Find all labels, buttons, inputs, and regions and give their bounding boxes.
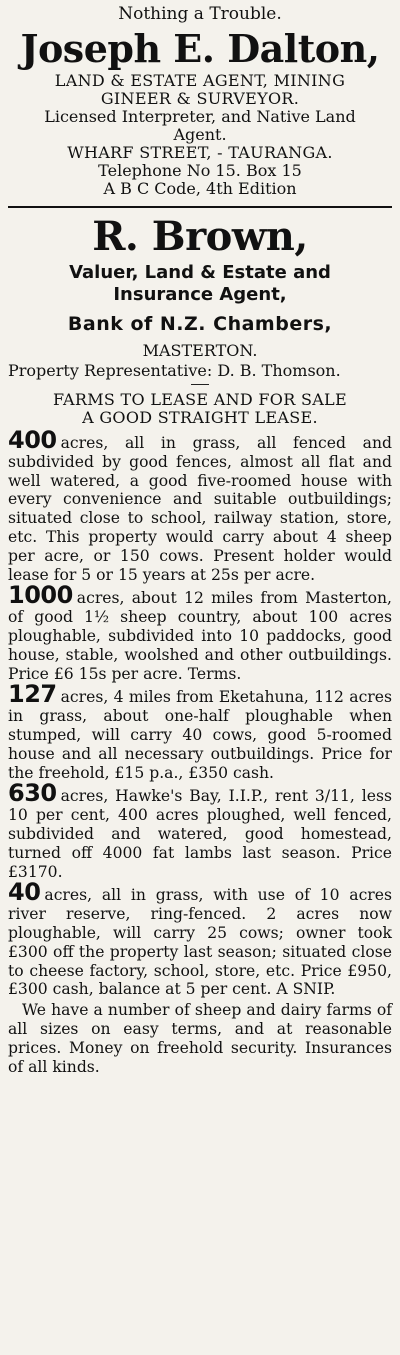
small-dash xyxy=(191,384,209,385)
brown-advert xyxy=(8,214,392,1076)
dalton-line-6: Telephone No 15. Box 15 xyxy=(98,161,302,180)
brown-role-2: Insurance Agent, xyxy=(113,284,287,305)
listing-acres: 400 xyxy=(8,426,57,454)
listing-text: acres, all in grass, with use of 10 acres river reserve, ring-fenced. 2 acres now ploughable, will carry 25 cows; owner took £300 off the property last season; situated close to cheese factory, school, store, etc. Price £950, £300 cash, balance at 5 per cent. A SNIP. xyxy=(8,886,392,999)
brown-name: R. Brown, xyxy=(92,213,308,260)
listing-text: acres, 4 miles from Eketahuna, 112 acres in grass, about one-half ploughable when stumped, will carry 40 cows, good 5-roomed house and all necessary outbuildings. Price for the freehold, £15 p.a., £350 cash. xyxy=(8,688,392,782)
listing xyxy=(8,680,392,782)
brown-role-1: Valuer, Land & Estate and xyxy=(69,262,331,283)
dalton-line-5: WHARF STREET, - TAURANGA. xyxy=(67,143,333,162)
listings-heading-2: A GOOD STRAIGHT LEASE. xyxy=(82,408,318,427)
listing-text: acres, all in grass, all fenced and subdivided by good fences, almost all flat and well watered, a good five-roomed house with every convenience and suitable outbuildings; situated close to school, railway station, store, etc. This property would carry about 4 sheep per acre, or 150 cows. Present holder would lease for 5 or 15 years at 25s per acre. xyxy=(8,434,392,584)
brown-address: Bank of N.Z. Chambers, xyxy=(67,313,333,335)
listing-text: acres, about 12 miles from Masterton, of good 1½ sheep country, about 100 acres ploughable, subdivided into 10 paddocks, good house, stable, woolshed and other outbuildings. Price £6 15s per acre. Terms. xyxy=(8,589,392,683)
listing xyxy=(8,426,392,584)
closing-paragraph: We have a number of sheep and dairy farms of all sizes on easy terms, and at reasonable prices. Money on freehold security. Insurances of all kinds. xyxy=(8,1001,392,1076)
listing-acres: 630 xyxy=(8,779,57,808)
listing xyxy=(8,878,392,999)
listings-heading-1: FARMS TO LEASE AND FOR SALE xyxy=(53,390,347,409)
listing-acres: 127 xyxy=(8,680,57,709)
dalton-line-1: LAND & ESTATE AGENT, MINING xyxy=(54,71,346,90)
dalton-line-4: Agent. xyxy=(173,125,227,144)
divider-rule xyxy=(8,206,392,208)
dalton-line-3: Licensed Interpreter, and Native Land xyxy=(44,107,356,126)
listing xyxy=(8,779,392,881)
brown-town: MASTERTON. xyxy=(142,341,258,360)
listing-text: acres, Hawke's Bay, I.I.P., rent 3/11, less 10 per cent, 400 acres ploughed, well fenced, subdivided and watered, good homestead, turned off 4000 fat lambs last season. Price £3170. xyxy=(8,787,392,881)
dalton-advert xyxy=(8,4,392,198)
brown-representative: Property Representative: D. B. Thomson. xyxy=(8,361,341,380)
listing-acres: 40 xyxy=(8,878,41,907)
listing-acres: 1000 xyxy=(8,581,73,610)
dalton-line-2: GINEER & SURVEYOR. xyxy=(100,89,300,108)
dalton-line-7: A B C Code, 4th Edition xyxy=(103,179,297,198)
listing xyxy=(8,581,392,683)
dalton-name: Joseph E. Dalton, xyxy=(20,26,380,71)
dalton-tagline: Nothing a Trouble. xyxy=(118,4,282,24)
